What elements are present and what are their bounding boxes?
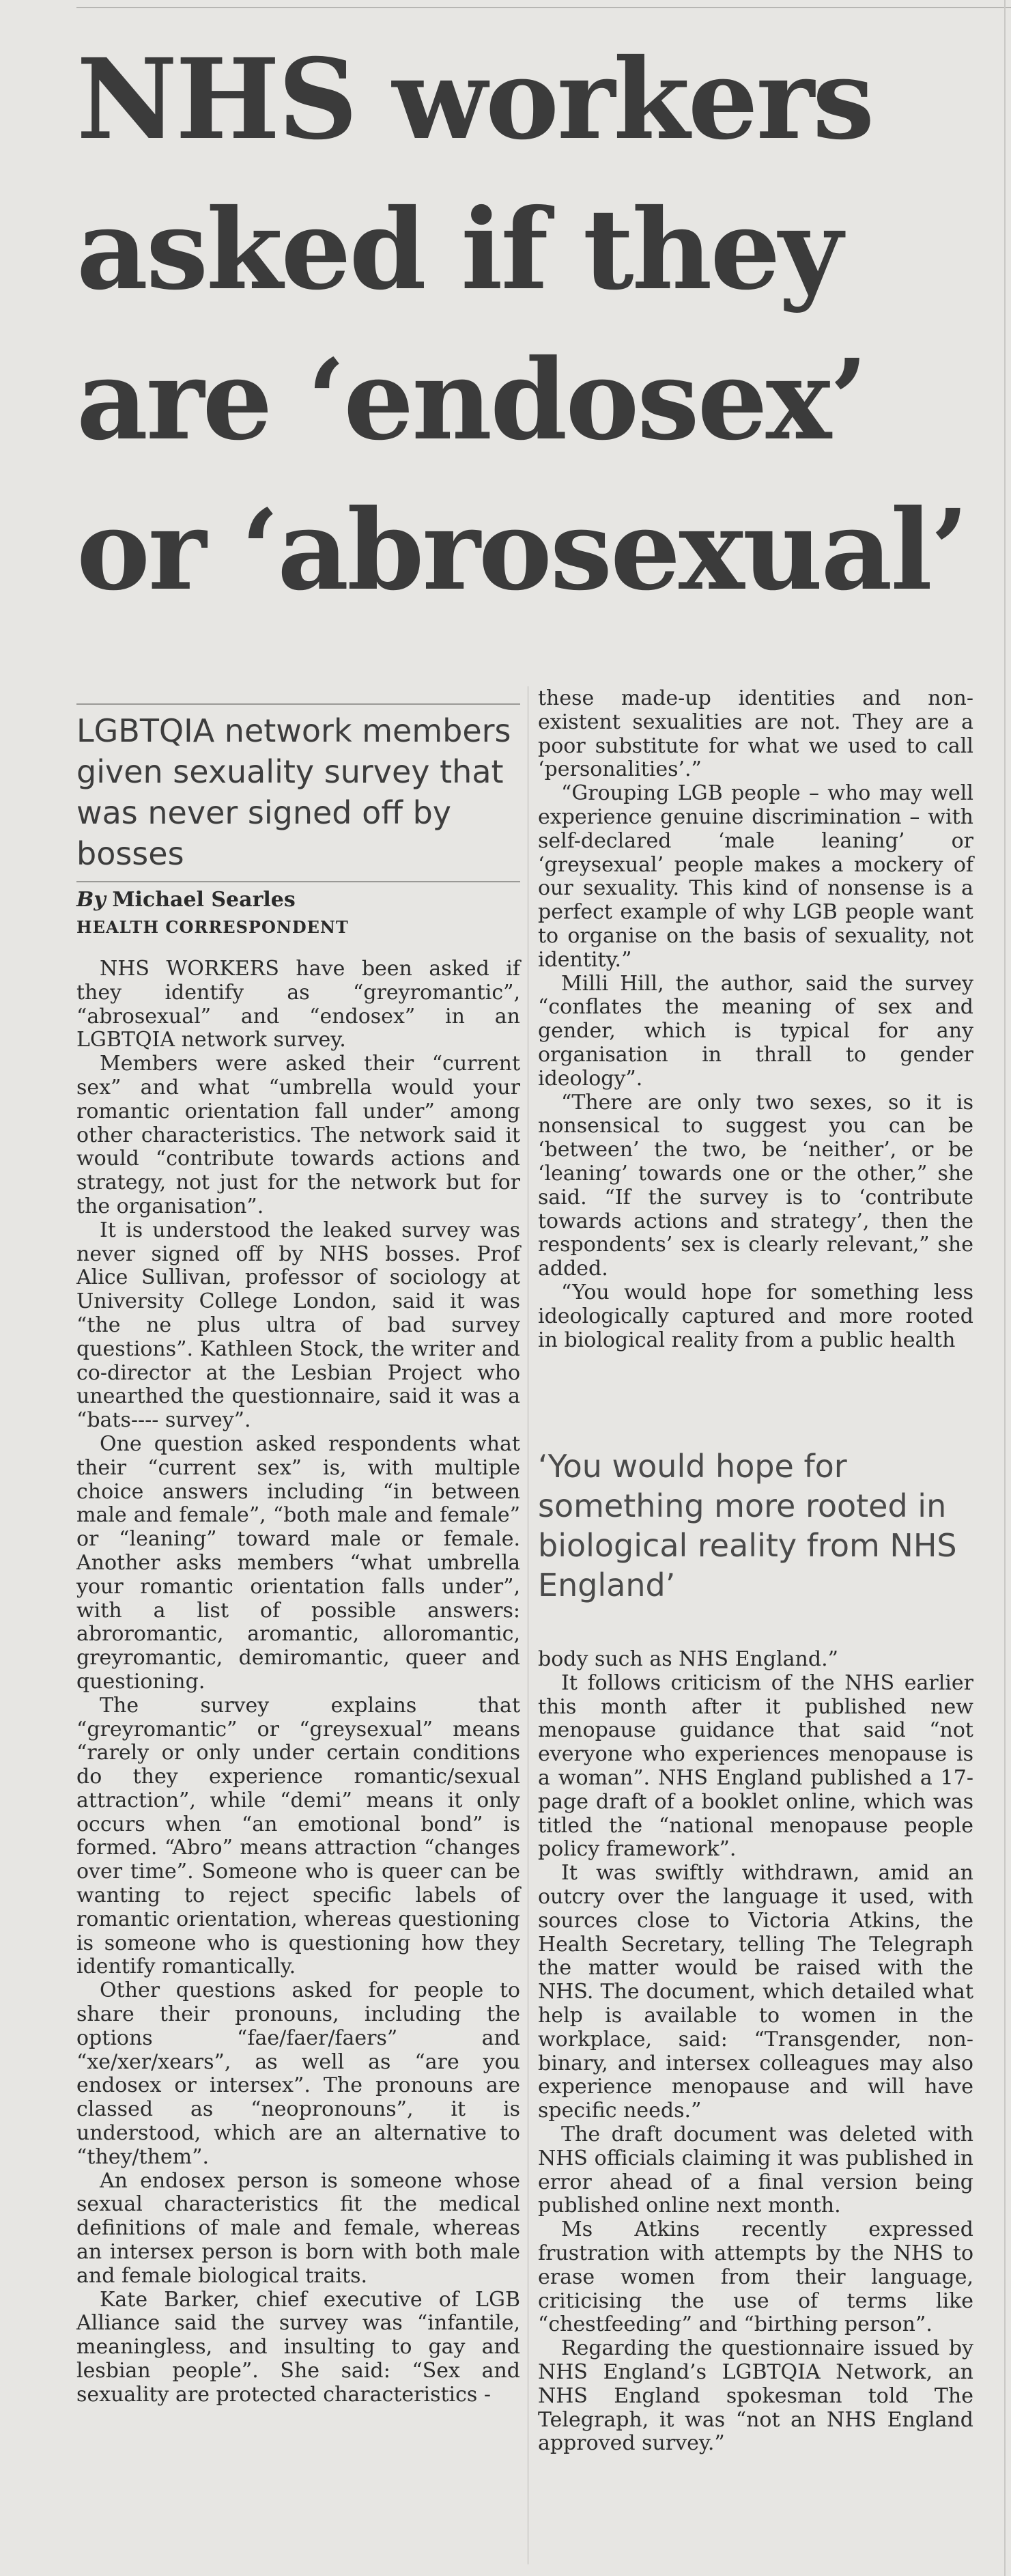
right-column-body-top <box>538 687 973 1352</box>
byline-author: Michael Searles <box>112 888 296 912</box>
page-top-rule <box>76 7 1011 8</box>
paragraph: It follows criticism of the NHS earlier this month after it published new menopause guidance that said “not everyone who experiences menopause is a woman”. NHS England published a 17-page draft of a booklet online, which was titled the “national menopause people policy framework”. <box>538 1670 973 1862</box>
paragraph: Milli Hill, the author, said the survey “conflates the meaning of sex and gender, which is typical for any organisation in thrall to gender ideology”. <box>538 971 973 1091</box>
paragraph: The survey explains that “greyromantic” or “greysexual” means “rarely or only under certain conditions do they experience romantic/sexual attraction”, while “demi” means it only occurs when “an emotional bond” is formed. “Abro” means attraction “changes over time”. Someone who is queer can be wanting to reject specific labels of romantic orientation, whereas questioning is someone who is questioning how they identify romantically. <box>76 1693 520 1979</box>
paragraph: Kate Barker, chief executive of LGB Alliance said the survey was “infantile, meaningless, and insulting to gay and lesbian people”. She said: “Sex and sexuality are protected characteristics - <box>76 2287 520 2407</box>
paragraph: Members were asked their “current sex” and what “umbrella would your romantic orientation fall under” among other characteristics. The network said it would “contribute towards actions and strategy, not just for the network but for the organisation”. <box>76 1052 520 1218</box>
paragraph: The draft document was deleted with NHS officials claiming it was published in error ahead of a final version being published online next month. <box>538 2122 973 2218</box>
paragraph: An endosex person is someone whose sexual characteristics fit the medical definitions of male and female, whereas an intersex person is born with both male and female biological traits. <box>76 2168 520 2288</box>
headline: NHS workers asked if they are ‘endosex’ or ‘abrosexual’ <box>76 35 967 615</box>
byline <box>76 886 520 914</box>
paragraph: Ms Atkins recently expressed frustration with attempts by the NHS to erase women from their language, criticising the use of terms like “chestfeeding” and “birthing person”. <box>538 2217 973 2337</box>
byline-by: By <box>76 888 106 912</box>
page-right-edge <box>1004 0 1006 2576</box>
paragraph: NHS WORKERS have been asked if they identify as “greyromantic”, “abrosexual” and “endosex” in an LGBTQIA network survey. <box>76 957 520 1052</box>
paragraph: It is understood the leaked survey was never signed off by NHS bosses. Prof Alice Sullivan, professor of sociology at University College London, said it was “the ne plus ultra of bad survey questions”. Kathleen Stock, the writer and co-director at the Lesbian Project who unearthed the questionnaire, said it was a “bats---- survey”. <box>76 1218 520 1433</box>
paragraph: “Grouping LGB people – who may well experience genuine discrimination – with self-declared ‘male leaning’ or ‘greysexual’ people makes a mockery of our sexuality. This kind of nonsense is a perfect example of why LGB people want to organise on the basis of sexuality, not identity.” <box>538 781 973 972</box>
paragraph: these made-up identities and non-existent sexualities are not. They are a poor substitute for what we used to call ‘personalities’.” <box>538 686 973 782</box>
paragraph: It was swiftly withdrawn, amid an outcry over the language it used, with sources close to Victoria Atkins, the Health Secretary, telling The Telegraph the matter would be raised with the NHS. The document, which detailed what help is available to women in the workplace, said: “Transgender, non-binary, and intersex colleagues may also experience menopause and will have specific needs.” <box>538 1861 973 2123</box>
paragraph: Regarding the questionnaire issued by NHS England’s LGBTQIA Network, an NHS England spokesman told The Telegraph, it was “not an NHS England approved survey.” <box>538 2336 973 2456</box>
standfirst: LGBTQIA network members given sexuality survey that was never signed off by bosses <box>76 712 511 872</box>
paragraph: “You would hope for something less ideologically captured and more rooted in biological reality from a public health <box>538 1280 973 1352</box>
paragraph: Other questions asked for people to share their pronouns, including the options “fae/faer/faers” and “xe/xer/xears”, as well as “are you endosex or intersex”. The pronouns are classed as “neopronouns”, it is understood, which are an alternative to “they/them”. <box>76 1978 520 2169</box>
pull-quote: ‘You would hope for something more rooted in biological reality from NHS England’ <box>538 1448 957 1604</box>
standfirst-rule <box>76 703 520 705</box>
paragraph: “There are only two sexes, so it is nonsensical to suggest you can be ‘between’ the two, be ‘neither’, or be ‘leaning’ towards one or the other,” she said. “If the survey is to ‘contribute towards actions and strategy’, then the respondents’ sex is clearly relevant,” she added. <box>538 1090 973 1281</box>
left-column-body <box>76 957 520 2407</box>
right-column-body-bottom <box>538 1648 973 2456</box>
paragraph: One question asked respondents what their “current sex” is, with multiple choice answers including “in between male and female”, “both male and female” or “leaning” toward male or female. Another asks members “what umbrella your romantic orientation falls under”, with a list of possible answers: abroromantic, aromantic, alloromantic, greyromantic, demiromantic, queer and questioning. <box>76 1431 520 1694</box>
byline-rule <box>76 881 520 882</box>
byline-role: HEALTH CORRESPONDENT <box>76 917 349 937</box>
paragraph: body such as NHS England.” <box>538 1647 838 1671</box>
